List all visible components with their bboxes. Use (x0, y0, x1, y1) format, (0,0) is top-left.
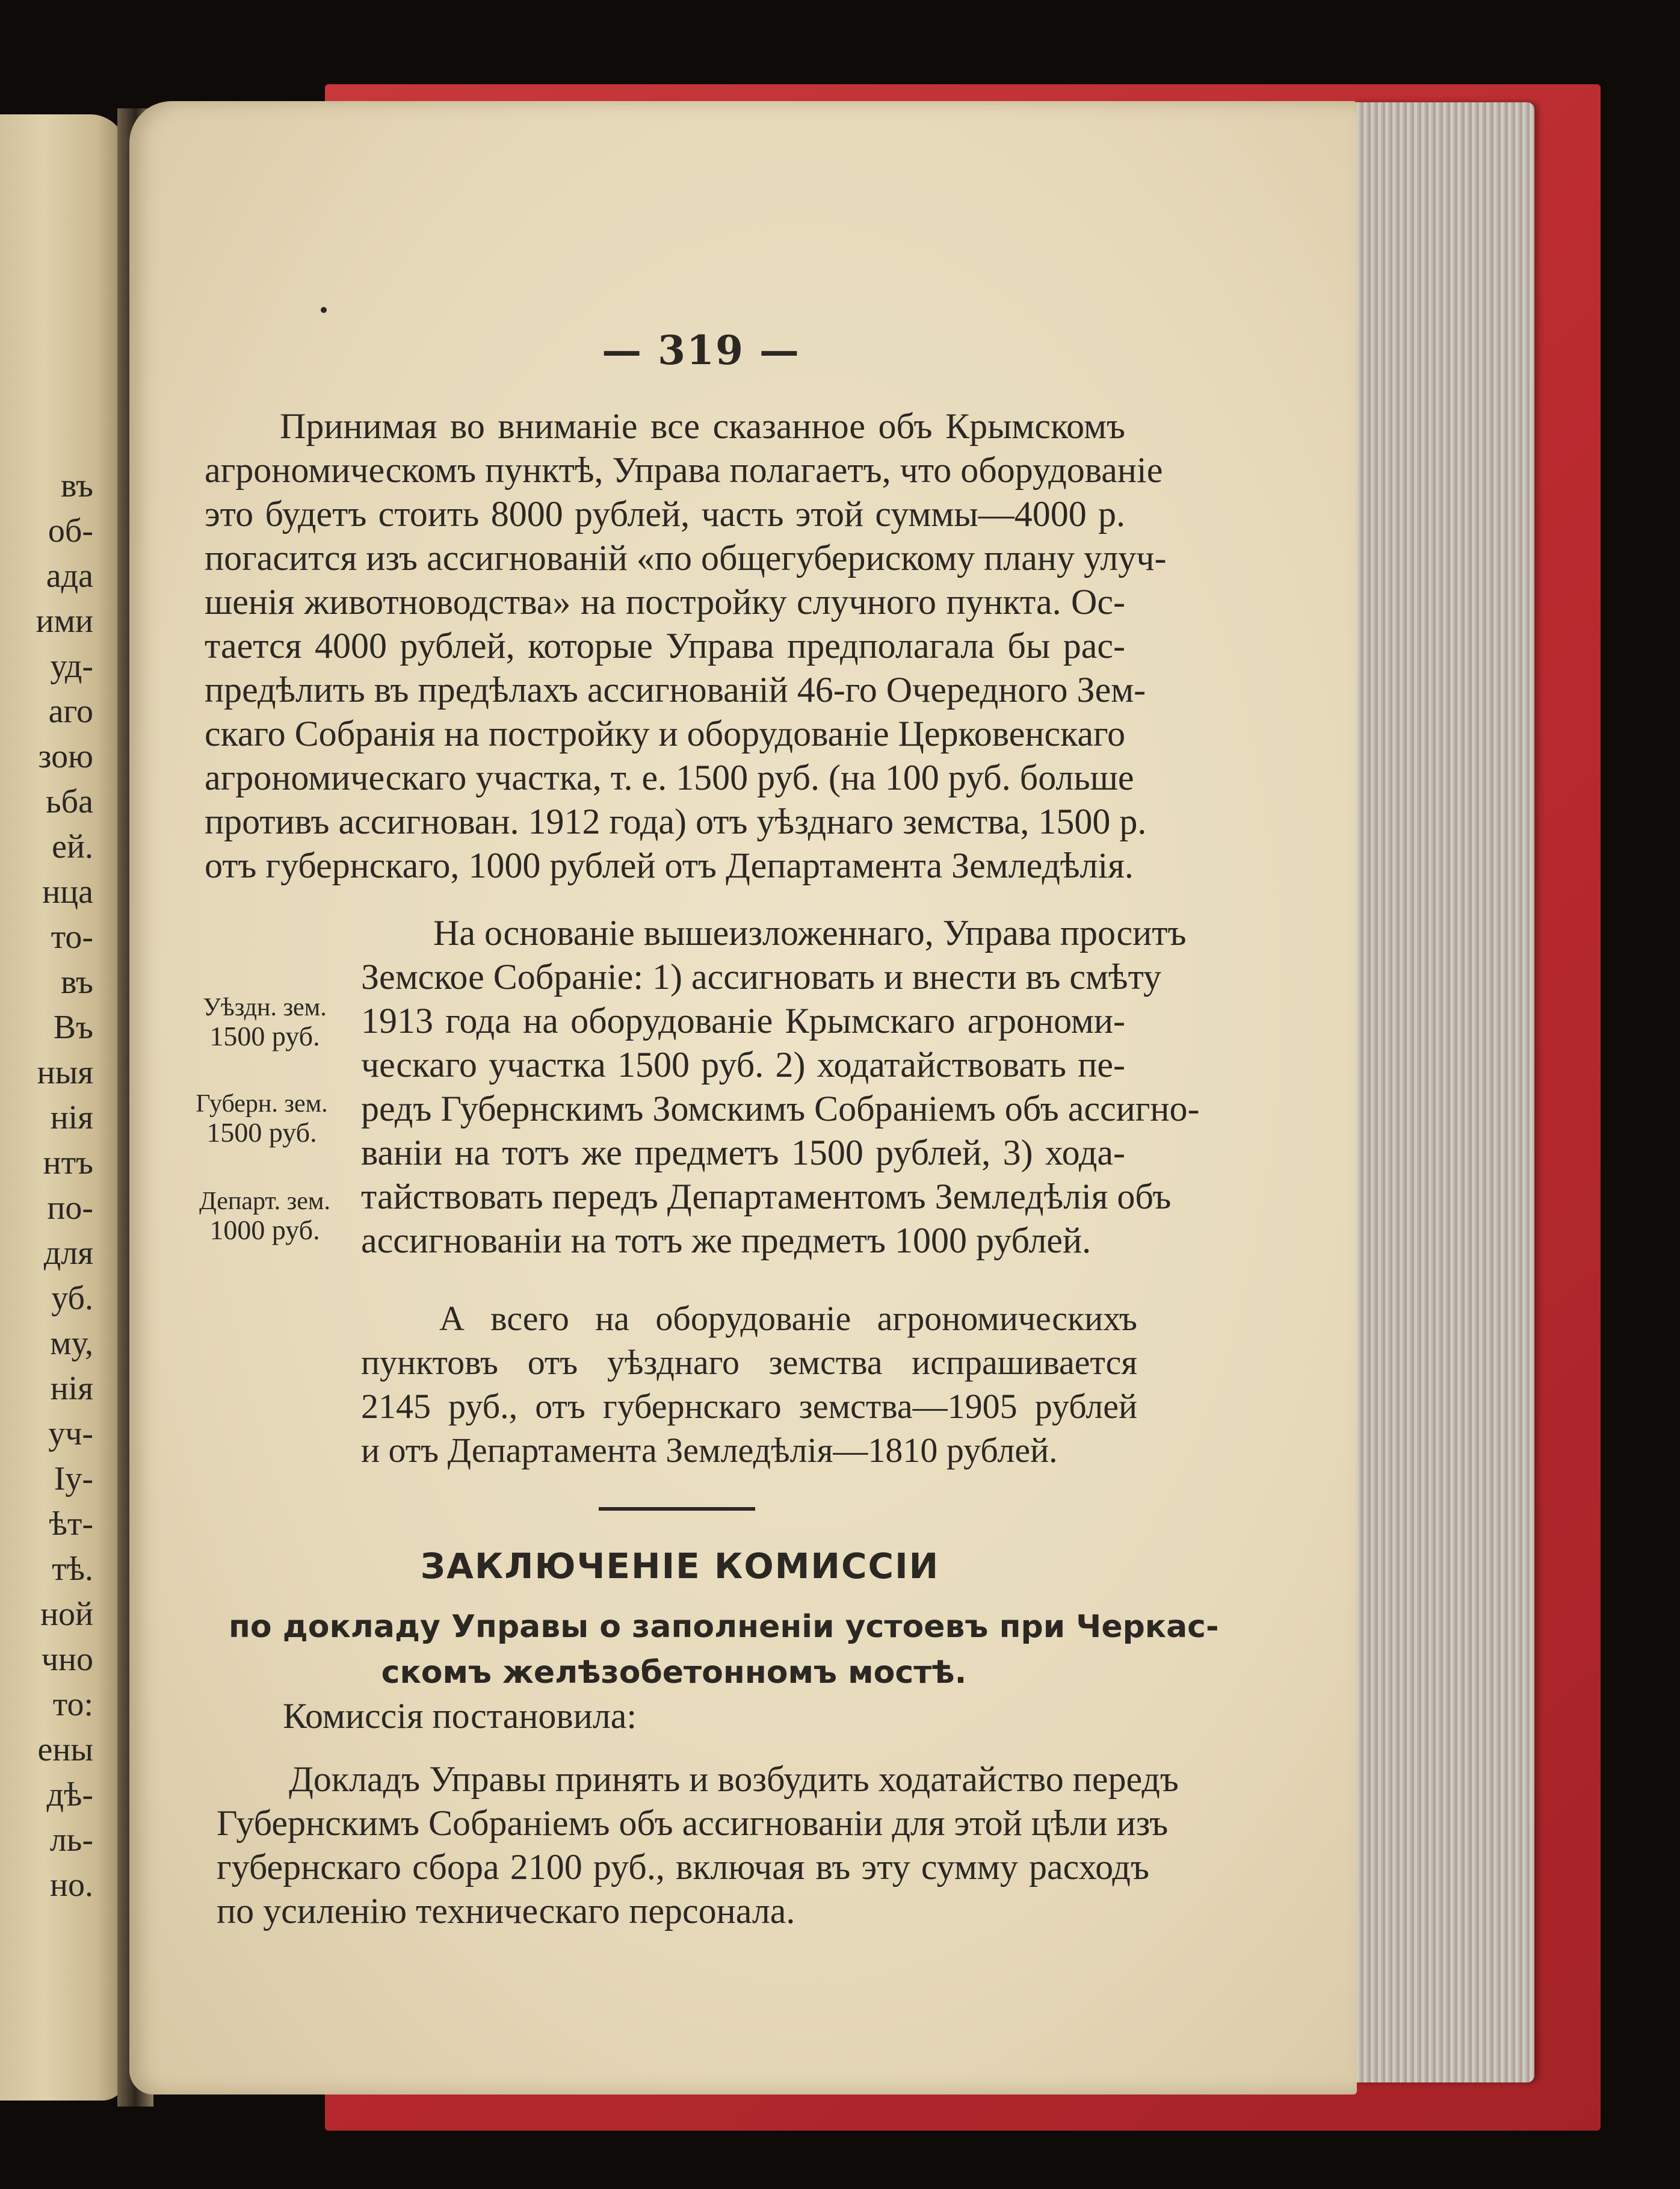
left-page-fragment: ей. (52, 828, 93, 865)
left-page-fragment: нія (50, 1370, 93, 1407)
paragraph-1 (205, 404, 1167, 888)
text-line: скаго Собранія на постройку и оборудованіе Церковенскаго (205, 714, 1126, 754)
margin-note-amount: 1500 руб. (209, 1021, 320, 1051)
left-page-fragment: для (43, 1234, 93, 1272)
left-page-text (0, 463, 93, 1908)
text-line: шенія животноводства» на постройку случного пункта. Ос- (205, 582, 1125, 622)
left-page-fragment: уч- (48, 1415, 93, 1452)
page-edges (1354, 102, 1534, 2082)
margin-note-amount: 1000 руб. (209, 1215, 320, 1245)
left-page-fragment: ныя (37, 1054, 93, 1091)
text-line: отъ губернскаго, 1000 рублей отъ Департамента Земледѣлія. (205, 846, 1134, 885)
left-page-fragment: об- (48, 512, 93, 550)
section-heading: ЗАКЛЮЧЕНІЕ КОМИССІИ (420, 1546, 940, 1587)
text-line: Принимая во вниманіе все сказанное объ Крымскомъ (280, 406, 1125, 446)
left-page-fragment: ими (36, 602, 93, 640)
left-page-fragment: но. (50, 1866, 93, 1904)
left-page-fragment: чно (41, 1641, 93, 1678)
text-line: А всего на оборудованіе агрономическихъ (439, 1299, 1137, 1338)
left-page-fragment: тѣ. (52, 1550, 93, 1588)
paragraph-5 (217, 1757, 1179, 1933)
left-page-fragment: ль- (49, 1821, 93, 1859)
text-line: по усиленію техническаго персонала. (217, 1891, 795, 1931)
text-line: агрономическомъ пунктѣ, Управа полагаетъ, что оборудованіе (205, 450, 1163, 490)
left-page-fragment: аго (48, 693, 93, 730)
text-line: ассигнованіи на тотъ же предметъ 1000 рублей. (361, 1221, 1092, 1260)
left-page-fragment: нца (42, 873, 93, 911)
text-line: губернскаго сбора 2100 руб., включая въ эту сумму расходъ (217, 1847, 1149, 1887)
left-page-fragment: въ (60, 467, 93, 504)
text-line: агрономическаго участка, т. е. 1500 руб. (на 100 руб. больше (205, 758, 1134, 797)
text-line: противъ ассигнован. 1912 года) отъ уѣзднаго земства, 1500 р. (205, 802, 1147, 841)
text-line: ческаго участка 1500 руб. 2) ходатайствовать пе- (361, 1045, 1125, 1085)
margin-note-label: Департ. зем. (199, 1187, 330, 1215)
text-line: ваніи на тотъ же предметъ 1500 рублей, 3) хода- (361, 1133, 1125, 1172)
left-page-fragment: то- (51, 918, 93, 956)
text-line: и отъ Департамента Земледѣлія—1810 рублей. (361, 1431, 1058, 1470)
text-line: тайствовать передъ Департаментомъ Земледѣлія объ (361, 1177, 1172, 1216)
left-page-fragment: то: (52, 1686, 93, 1723)
left-page-fragment: ада (46, 557, 93, 595)
margin-note-gubern (178, 1089, 346, 1147)
margin-note-label: Уѣздн. зем. (203, 994, 327, 1021)
left-page-fragment: по- (47, 1189, 93, 1227)
left-page-fragment: уб. (51, 1280, 93, 1317)
left-page-fragment: нтъ (43, 1144, 93, 1181)
left-page-fragment: му, (50, 1325, 93, 1362)
text-line: погасится изъ ассигнованій «по общегуберискому плану улуч- (205, 538, 1167, 578)
left-page-fragment: Въ (53, 1009, 93, 1046)
text-line: редъ Губернскимъ Зомскимъ Собраніемъ объ ассигно- (361, 1089, 1200, 1129)
left-page-fragment: уд- (50, 648, 93, 685)
paragraph-2 (361, 911, 1200, 1263)
paragraph-3 (361, 1296, 1137, 1472)
text-line: Докладъ Управы принять и возбудить ходатайство передъ (289, 1759, 1179, 1799)
text-line: это будетъ стоить 8000 рублей, часть этой суммы—4000 р. (205, 494, 1125, 534)
left-page (0, 114, 126, 2101)
left-page-fragment: ьба (46, 783, 93, 820)
left-page-fragment: ены (37, 1731, 93, 1768)
left-page-fragment: зою (38, 738, 93, 775)
left-page-fragment: нія (50, 1099, 93, 1136)
left-page-fragment: дѣ- (46, 1776, 93, 1813)
margin-note-amount: 1500 руб. (206, 1117, 317, 1148)
left-page-fragment: въ (60, 964, 93, 1001)
section-subheading (229, 1604, 1219, 1695)
left-page-fragment: Iу- (54, 1460, 93, 1497)
text-line: 2145 руб., отъ губернскаго земства—1905 рублей (361, 1387, 1137, 1426)
text-line: предѣлить въ предѣлахъ ассигнованій 46-го Очередного Зем- (205, 670, 1146, 710)
text-line: тается 4000 рублей, которые Управа предполагала бы рас- (205, 626, 1125, 666)
ink-dot (321, 307, 327, 313)
text-line: пунктовъ отъ уѣзднаго земства испрашивается (361, 1343, 1137, 1382)
margin-note-uezd (181, 993, 349, 1051)
left-page-fragment: ной (40, 1596, 93, 1633)
subheading-line: по докладу Управы о заполненіи устоевъ при Черкас- (229, 1609, 1219, 1645)
margin-note-label: Губерн. зем. (196, 1090, 328, 1118)
page-number: — 319 — (602, 327, 800, 374)
left-page-fragment: ѣт- (49, 1505, 93, 1543)
commission-line: Комиссія постановила: (283, 1696, 637, 1736)
text-line: 1913 года на оборудованіе Крымскаго агрономи- (361, 1001, 1125, 1041)
margin-note-depart (181, 1187, 349, 1245)
text-line: На основаніе вышеизложеннаго, Управа проситъ (433, 913, 1187, 953)
section-divider (599, 1507, 755, 1511)
text-line: Губернскимъ Собраніемъ объ ассигнованіи для этой цѣли изъ (217, 1803, 1169, 1843)
subheading-line: скомъ желѣзобетонномъ мостѣ. (381, 1655, 967, 1691)
text-line: Земское Собраніе: 1) ассигновать и внести въ смѣту (361, 957, 1162, 997)
